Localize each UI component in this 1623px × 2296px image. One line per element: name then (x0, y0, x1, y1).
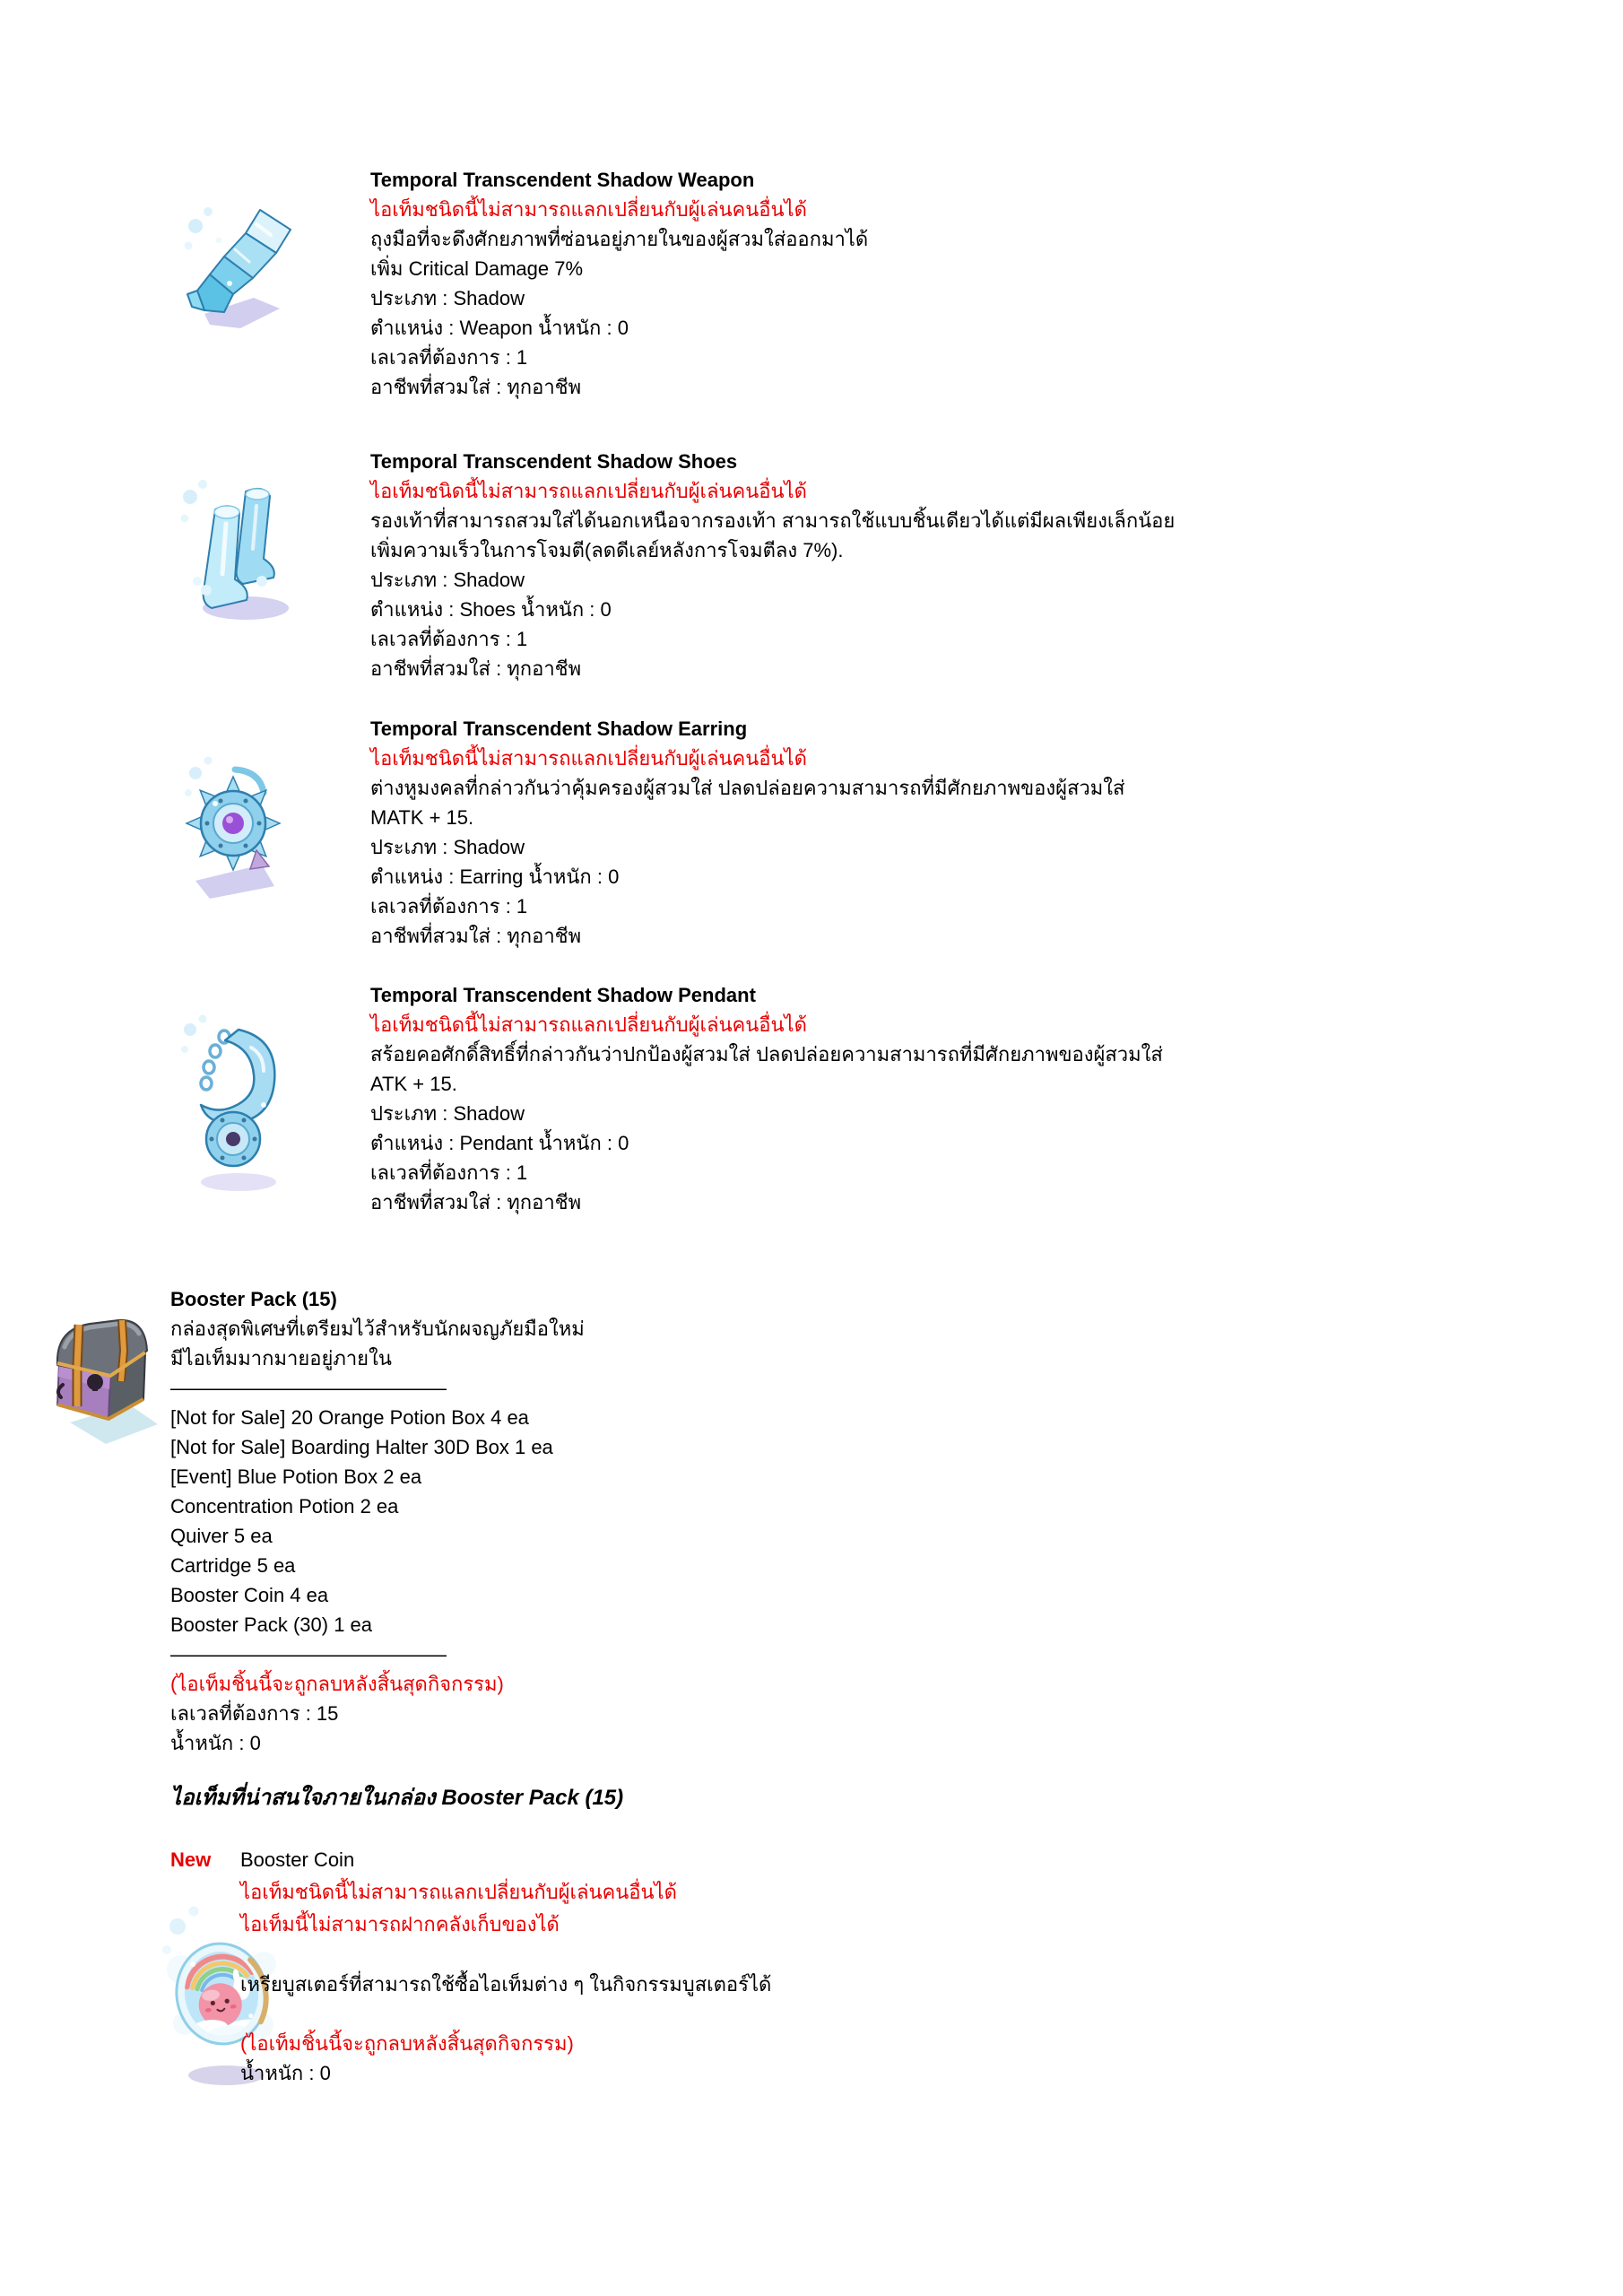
stat-position-weight: ตำแหน่ง : Weapon น้ำหนัก : 0 (370, 317, 629, 339)
pack-desc-line: กล่องสุดพิเศษที่เตรียมไว้สำหรับนักผจญภัยมือใหม่ (170, 1318, 585, 1340)
stat-level: เลเวลที่ต้องการ : 15 (170, 1702, 339, 1725)
pack-content-line: Quiver 5 ea (170, 1525, 273, 1547)
stat-level: เลเวลที่ต้องการ : 1 (370, 895, 528, 918)
trade-restriction-note: ไอเท็มชนิดนี้ไม่สามารถแลกเปลี่ยนกับผู้เล่นคนอื่นได้ (240, 1881, 677, 1903)
item-section-earring (370, 714, 1124, 951)
event-removal-note: (ไอเท็มชิ้นนี้จะถูกลบหลังสิ้นสุดกิจกรรม) (240, 2032, 574, 2055)
item-description: รองเท้าที่สามารถสวมใส่ได้นอกเหนือจากรองเท้า สามารถใช้แบบชิ้นเดียวได้แต่มีผลเพียงเล็กน้อย (370, 509, 1176, 532)
item-description: ต่างหูมงคลที่กล่าวกันว่าคุ้มครองผู้สวมใส่ ปลดปล่อยความสามารถที่มีศักยภาพของผู้สวมใส่ (370, 777, 1125, 799)
booster-pack-section (170, 1284, 585, 1758)
stat-job: อาชีพที่สวมใส่ : ทุกอาชีพ (370, 1191, 582, 1213)
item-effect: เพิ่มความเร็วในการโจมตี(ลดดีเลย์หลังการโจมตีลง 7%). (370, 539, 844, 561)
new-badge: New (170, 1848, 212, 1871)
stat-job: อาชีพที่สวมใส่ : ทุกอาชีพ (370, 925, 582, 947)
stat-position-weight: ตำแหน่ง : Shoes น้ำหนัก : 0 (370, 598, 612, 621)
stat-type: ประเภท : Shadow (370, 569, 525, 591)
stat-job: อาชีพที่สวมใส่ : ทุกอาชีพ (370, 376, 582, 398)
pack-desc-line: มีไอเท็มมากมายอยู่ภายใน (170, 1347, 392, 1370)
stat-job: อาชีพที่สวมใส่ : ทุกอาชีพ (370, 657, 582, 680)
item-title: Temporal Transcendent Shadow Shoes (370, 450, 738, 473)
stat-level: เลเวลที่ต้องการ : 1 (370, 628, 528, 650)
item-effect: MATK + 15. (370, 806, 474, 829)
pack-content-line: Booster Pack (30) 1 ea (170, 1613, 373, 1636)
item-description: เหรียบูสเตอร์ที่สามารถใช้ซื้อไอเท็มต่าง ๆ ในกิจกรรมบูสเตอร์ได้ (240, 1973, 772, 1996)
item-title: Temporal Transcendent Shadow Pendant (370, 984, 756, 1006)
item-description: ถุงมือที่จะดึงศักยภาพที่ซ่อนอยู่ภายในของผู้สวมใส่ออกมาได้ (370, 228, 869, 250)
pack-title: Booster Pack (15) (170, 1288, 337, 1310)
shadow-gauntlet-icon (178, 199, 303, 338)
divider-line: —————————————— (170, 1643, 447, 1665)
stat-level: เลเวลที่ต้องการ : 1 (370, 1161, 528, 1184)
trade-restriction-note: ไอเท็มชนิดนี้ไม่สามารถแลกเปลี่ยนกับผู้เล่นคนอื่นได้ (370, 1013, 807, 1036)
divider-line: —————————————— (170, 1377, 447, 1399)
item-section-weapon (370, 165, 868, 402)
pack-content-line: [Not for Sale] 20 Orange Potion Box 4 ea (170, 1406, 529, 1429)
stat-type: ประเภท : Shadow (370, 287, 525, 309)
treasure-chest-icon (43, 1299, 160, 1447)
highlight-heading: ไอเท็มที่น่าสนใจภายในกล่อง Booster Pack (15) (170, 1786, 624, 1810)
pack-content-line: Concentration Potion 2 ea (170, 1495, 399, 1518)
shadow-boots-icon (176, 475, 301, 623)
item-title: Temporal Transcendent Shadow Weapon (370, 169, 755, 191)
stat-weight: น้ำหนัก : 0 (170, 1732, 261, 1754)
shadow-earring-icon (179, 752, 300, 909)
stat-weight: น้ำหนัก : 0 (240, 2062, 331, 2084)
item-name: Booster Coin (240, 1848, 355, 1871)
trade-restriction-note: ไอเท็มชนิดนี้ไม่สามารถแลกเปลี่ยนกับผู้เล่นคนอื่นได้ (370, 198, 807, 221)
pack-content-line: Cartridge 5 ea (170, 1554, 296, 1577)
item-effect: เพิ่ม Critical Damage 7% (370, 257, 584, 280)
pack-content-line: [Not for Sale] Boarding Halter 30D Box 1 ea (170, 1436, 553, 1458)
stat-level: เลเวลที่ต้องการ : 1 (370, 346, 528, 369)
stat-type: ประเภท : Shadow (370, 836, 525, 858)
item-section-shoes (370, 447, 1175, 683)
pack-content-line: [Event] Blue Potion Box 2 ea (170, 1465, 422, 1488)
item-effect: ATK + 15. (370, 1073, 457, 1095)
shadow-pendant-icon (176, 1012, 301, 1196)
trade-restriction-note: ไอเท็มชนิดนี้ไม่สามารถแลกเปลี่ยนกับผู้เล่นคนอื่นได้ (370, 480, 807, 502)
stat-type: ประเภท : Shadow (370, 1102, 525, 1125)
event-removal-note: (ไอเท็มชิ้นนี้จะถูกลบหลังสิ้นสุดกิจกรรม) (170, 1673, 504, 1695)
storage-restriction-note: ไอเท็มนี้ไม่สามารถฝากคลังเก็บของได้ (240, 1913, 560, 1935)
trade-restriction-note: ไอเท็มชนิดนี้ไม่สามารถแลกเปลี่ยนกับผู้เล่นคนอื่นได้ (370, 747, 807, 770)
stat-position-weight: ตำแหน่ง : Pendant น้ำหนัก : 0 (370, 1132, 629, 1154)
item-description: สร้อยคอศักดิ์สิทธิ์ที่กล่าวกันว่าปกป้องผู้สวมใส่ ปลดปล่อยความสามารถที่มีศักยภาพของผู้สวมใส่ (370, 1043, 1163, 1065)
item-title: Temporal Transcendent Shadow Earring (370, 718, 748, 740)
item-section-pendant (370, 980, 1163, 1217)
pack-content-line: Booster Coin 4 ea (170, 1584, 329, 1606)
stat-position-weight: ตำแหน่ง : Earring น้ำหนัก : 0 (370, 865, 620, 888)
